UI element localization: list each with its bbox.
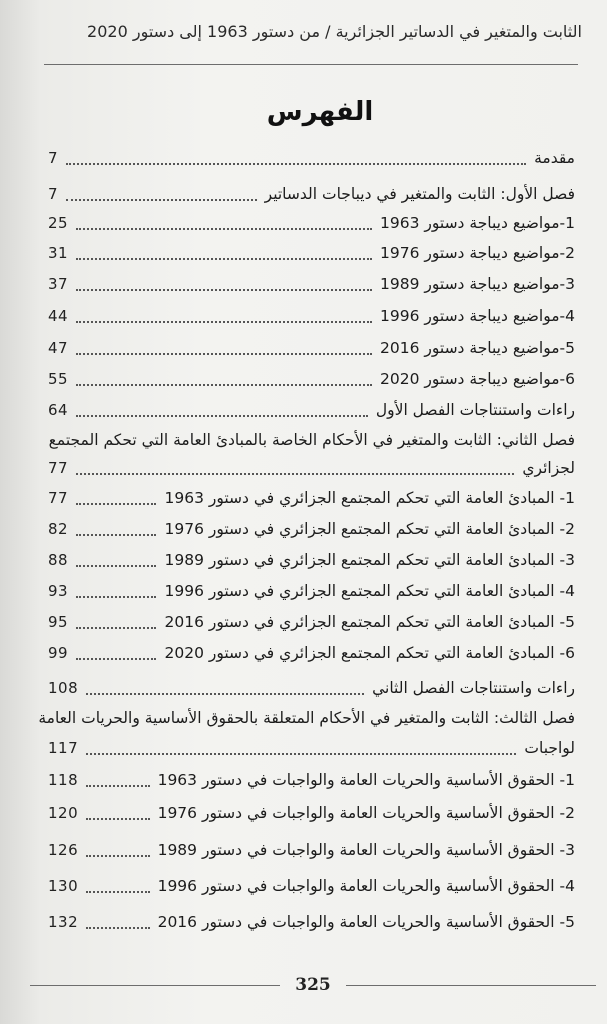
toc-entry-page: 64 bbox=[48, 401, 69, 419]
toc-entry-page: 120 bbox=[48, 804, 79, 822]
toc-entry-page: 37 bbox=[48, 275, 69, 293]
running-header: الثابت والمتغير في الدساتير الجزائرية / من دستور 1963 إلى دستور 2020 bbox=[87, 22, 582, 41]
toc-entry bbox=[0, 304, 575, 328]
dot-leader bbox=[66, 163, 526, 165]
toc-entry-label: لجزائري bbox=[522, 459, 575, 477]
toc-entry-page: 31 bbox=[48, 244, 69, 262]
dot-leader bbox=[86, 785, 149, 787]
toc-entry bbox=[0, 801, 575, 825]
toc-entry bbox=[0, 548, 575, 572]
toc-entry bbox=[0, 838, 575, 862]
toc-entry-page: 7 bbox=[48, 185, 59, 203]
toc-entry bbox=[0, 272, 575, 296]
toc-entry bbox=[0, 517, 575, 541]
toc-entry-label: راءات واستنتاجات الفصل الأول bbox=[375, 401, 575, 419]
toc-entry-label: 4- المبادئ العامة التي تحكم المجتمع الجزائري في دستور 1996 bbox=[164, 582, 575, 600]
toc-entry bbox=[0, 336, 575, 360]
dot-leader bbox=[66, 199, 257, 201]
header-rule bbox=[44, 64, 578, 65]
dot-leader bbox=[76, 384, 372, 386]
toc-entry-label: 4-مواضيع ديباجة دستور 1996 bbox=[380, 307, 575, 325]
toc-entry bbox=[0, 367, 575, 391]
toc-entry bbox=[0, 241, 575, 265]
dot-leader bbox=[76, 534, 156, 536]
footer-rule-right bbox=[346, 985, 596, 986]
toc-entry-label: 2- المبادئ العامة التي تحكم المجتمع الجزائري في دستور 1976 bbox=[164, 520, 575, 538]
toc-entry bbox=[0, 146, 575, 170]
toc-entry-label: 4- الحقوق الأساسية والحريات العامة والواجبات في دستور 1996 bbox=[157, 877, 575, 895]
toc-entry-page: 55 bbox=[48, 370, 69, 388]
toc-entry bbox=[0, 398, 575, 422]
toc-entry bbox=[0, 676, 575, 700]
toc-entry-label: 1- الحقوق الأساسية والحريات العامة والواجبات في دستور 1963 bbox=[157, 771, 575, 789]
toc-entry bbox=[0, 182, 575, 206]
toc-entry bbox=[0, 428, 575, 452]
toc-entry bbox=[0, 910, 575, 934]
dot-leader bbox=[86, 693, 364, 695]
toc-entry-label: 2-مواضيع ديباجة دستور 1976 bbox=[380, 244, 575, 262]
toc-entry bbox=[0, 768, 575, 792]
toc-entry-page: 132 bbox=[48, 913, 79, 931]
toc-entry bbox=[0, 641, 575, 665]
toc-entry-page: 7 bbox=[48, 149, 59, 167]
toc-entry bbox=[0, 736, 575, 760]
page-number: 325 bbox=[295, 975, 331, 995]
toc-entry bbox=[0, 211, 575, 235]
toc-entry bbox=[0, 456, 575, 480]
toc-entry-label: مقدمة bbox=[534, 149, 575, 167]
toc-entry-page: 93 bbox=[48, 582, 69, 600]
toc-entry-page: 77 bbox=[48, 459, 69, 477]
toc-entry bbox=[0, 610, 575, 634]
toc-entry-page: 130 bbox=[48, 877, 79, 895]
dot-leader bbox=[76, 473, 514, 475]
dot-leader bbox=[76, 415, 368, 417]
toc-entry-label: 6-مواضيع ديباجة دستور 2020 bbox=[380, 370, 575, 388]
toc-entry-label: 1-مواضيع ديباجة دستور 1963 bbox=[380, 214, 575, 232]
toc-entry bbox=[0, 706, 575, 730]
toc-entry-label: راءات واستنتاجات الفصل الثاني bbox=[372, 679, 575, 697]
toc-entry bbox=[0, 486, 575, 510]
toc-entry-label: فصل الأول: الثابت والمتغير في ديباجات الدساتير bbox=[264, 185, 575, 203]
toc-entry-label: فصل الثاني: الثابت والمتغير في الأحكام الخاصة بالمبادئ العامة التي تحكم المجتمع bbox=[48, 431, 575, 449]
toc-title: الفهرس bbox=[266, 97, 374, 127]
toc-entry bbox=[0, 579, 575, 603]
toc-entry-page: 77 bbox=[48, 489, 69, 507]
dot-leader bbox=[76, 565, 156, 567]
toc-entry-label: 3- الحقوق الأساسية والحريات العامة والواجبات في دستور 1989 bbox=[157, 841, 575, 859]
footer-rule-left bbox=[30, 985, 280, 986]
toc-entry-label: 5- الحقوق الأساسية والحريات العامة والواجبات في دستور 2016 bbox=[157, 913, 575, 931]
toc-entry-label: لواجبات bbox=[524, 739, 575, 757]
toc-entry-page: 117 bbox=[48, 739, 79, 757]
toc-entry-page: 99 bbox=[48, 644, 69, 662]
toc-entry-page: 108 bbox=[48, 679, 79, 697]
toc-entry-page: 82 bbox=[48, 520, 69, 538]
dot-leader bbox=[76, 228, 372, 230]
toc-entry-page: 126 bbox=[48, 841, 79, 859]
toc-entry bbox=[0, 874, 575, 898]
toc-entry-page: 95 bbox=[48, 613, 69, 631]
dot-leader bbox=[76, 353, 372, 355]
dot-leader bbox=[76, 258, 372, 260]
toc-entry-label: 6- المبادئ العامة التي تحكم المجتمع الجزائري في دستور 2020 bbox=[164, 644, 575, 662]
toc-entry-page: 88 bbox=[48, 551, 69, 569]
toc-entry-label: 5- المبادئ العامة التي تحكم المجتمع الجزائري في دستور 2016 bbox=[164, 613, 575, 631]
dot-leader bbox=[86, 891, 149, 893]
dot-leader bbox=[76, 596, 156, 598]
toc-entry-label: فصل الثالث: الثابت والمتغير في الأحكام المتعلقة بالحقوق الأساسية والحريات العامة bbox=[38, 709, 575, 727]
dot-leader bbox=[86, 818, 149, 820]
dot-leader bbox=[76, 289, 372, 291]
toc-entry-page: 47 bbox=[48, 339, 69, 357]
toc-entry-label: 3-مواضيع ديباجة دستور 1989 bbox=[380, 275, 575, 293]
toc-entry-label: 3- المبادئ العامة التي تحكم المجتمع الجزائري في دستور 1989 bbox=[164, 551, 575, 569]
dot-leader bbox=[86, 753, 516, 755]
toc-entry-page: 118 bbox=[48, 771, 79, 789]
toc-entry-page: 25 bbox=[48, 214, 69, 232]
toc-entry-label: 1- المبادئ العامة التي تحكم المجتمع الجزائري في دستور 1963 bbox=[164, 489, 575, 507]
dot-leader bbox=[76, 503, 156, 505]
dot-leader bbox=[86, 927, 149, 929]
dot-leader bbox=[86, 855, 149, 857]
toc-entry-page: 44 bbox=[48, 307, 69, 325]
dot-leader bbox=[76, 627, 156, 629]
toc-entry-label: 5-مواضيع ديباجة دستور 2016 bbox=[380, 339, 575, 357]
toc-entry-label: 2- الحقوق الأساسية والحريات العامة والواجبات في دستور 1976 bbox=[157, 804, 575, 822]
dot-leader bbox=[76, 658, 156, 660]
dot-leader bbox=[76, 321, 372, 323]
